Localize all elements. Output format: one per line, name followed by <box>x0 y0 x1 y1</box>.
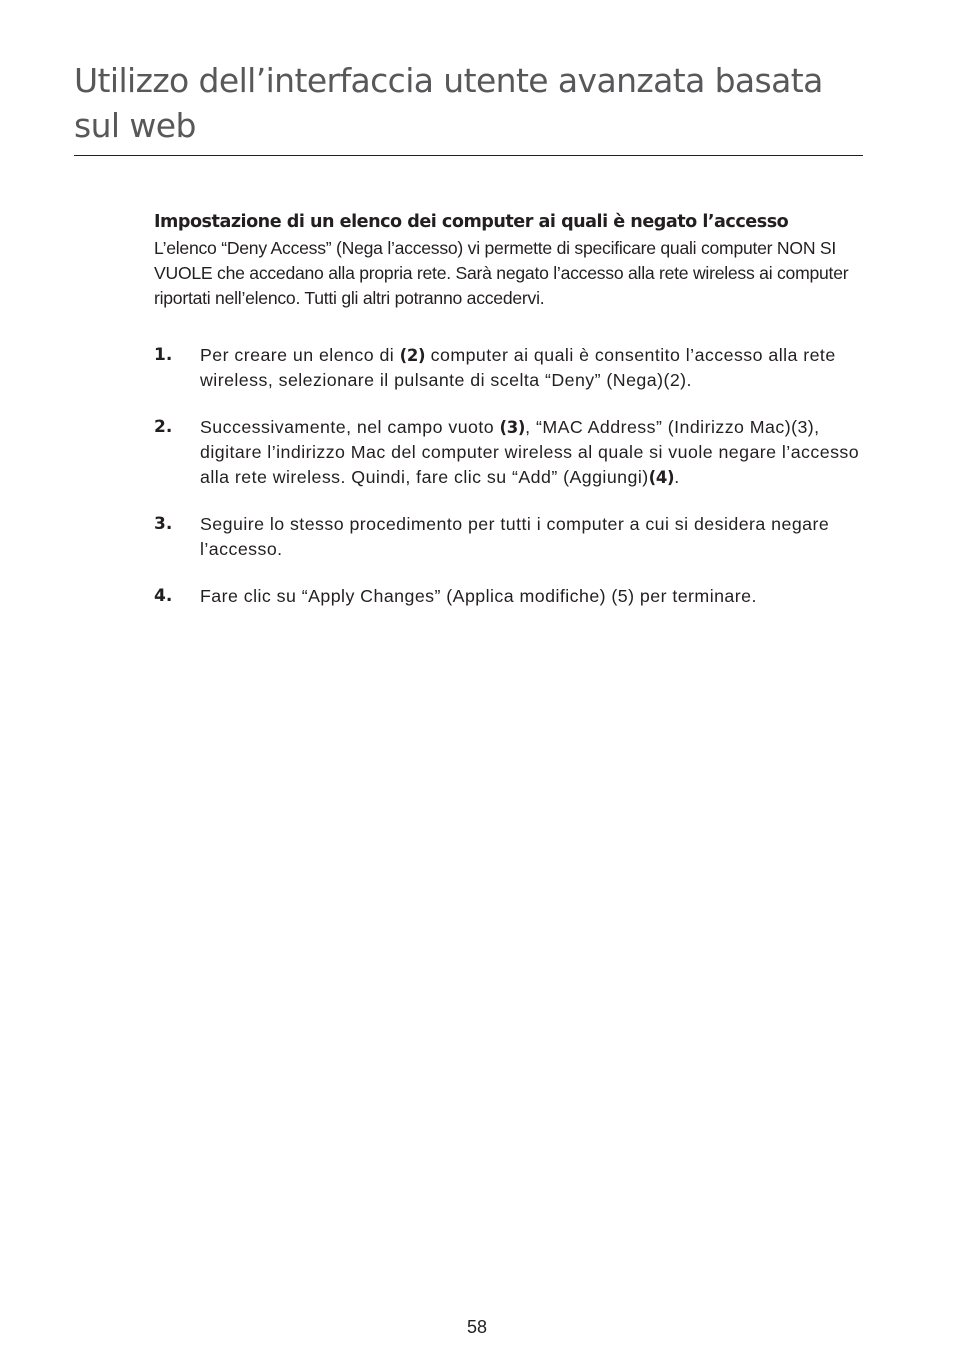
reference-marker: (2) <box>399 346 426 365</box>
step-2 <box>154 415 864 490</box>
step-4 <box>154 584 864 609</box>
step-text: . <box>674 467 680 487</box>
reference-marker: (4) <box>648 468 675 487</box>
step-number: 3. <box>154 514 173 534</box>
step-text: computer ai quali è consentito l’accesso alla rete wireless, selezionare il pulsante di scelta “Deny” (Nega)(2). <box>200 345 836 390</box>
step-text: Successivamente, nel campo vuoto <box>200 417 500 437</box>
steps-list <box>154 343 864 609</box>
step-text: Seguire lo stesso procedimento per tutti i computer a cui si desidera negare l’accesso. <box>200 514 830 559</box>
page-number: 58 <box>466 1317 488 1337</box>
step-1 <box>154 343 864 393</box>
main-content <box>154 209 864 631</box>
step-number: 4. <box>154 586 173 606</box>
step-number: 1. <box>154 345 173 365</box>
step-text: Per creare un elenco di <box>200 345 400 365</box>
page-title: Utilizzo dell’interfaccia utente avanzata basata sul web <box>74 61 823 145</box>
section-heading: Impostazione di un elenco dei computer ai quali è negato l’accesso <box>154 212 789 232</box>
step-number: 2. <box>154 417 173 437</box>
step-text: Fare clic su “Apply Changes” (Applica modifiche) (5) per terminare. <box>200 586 757 606</box>
reference-marker: (3) <box>499 418 526 437</box>
step-3 <box>154 512 864 562</box>
title-divider <box>74 155 863 156</box>
intro-paragraph: L’elenco “Deny Access” (Nega l’accesso) vi permette di specificare quali computer NON SI VUOLE che accedano alla propria rete. Sarà negato l’accesso alla rete wireless ai computer riportati nell’elenco. Tutti gli altri potranno accedervi. <box>154 238 849 308</box>
step-text: , “MAC Address” (Indirizzo Mac)(3), digitare l’indirizzo Mac del computer wireless al quale si vuole negare l’accesso alla rete wireless. Quindi, fare clic su “Add” (Aggiungi) <box>200 417 860 487</box>
